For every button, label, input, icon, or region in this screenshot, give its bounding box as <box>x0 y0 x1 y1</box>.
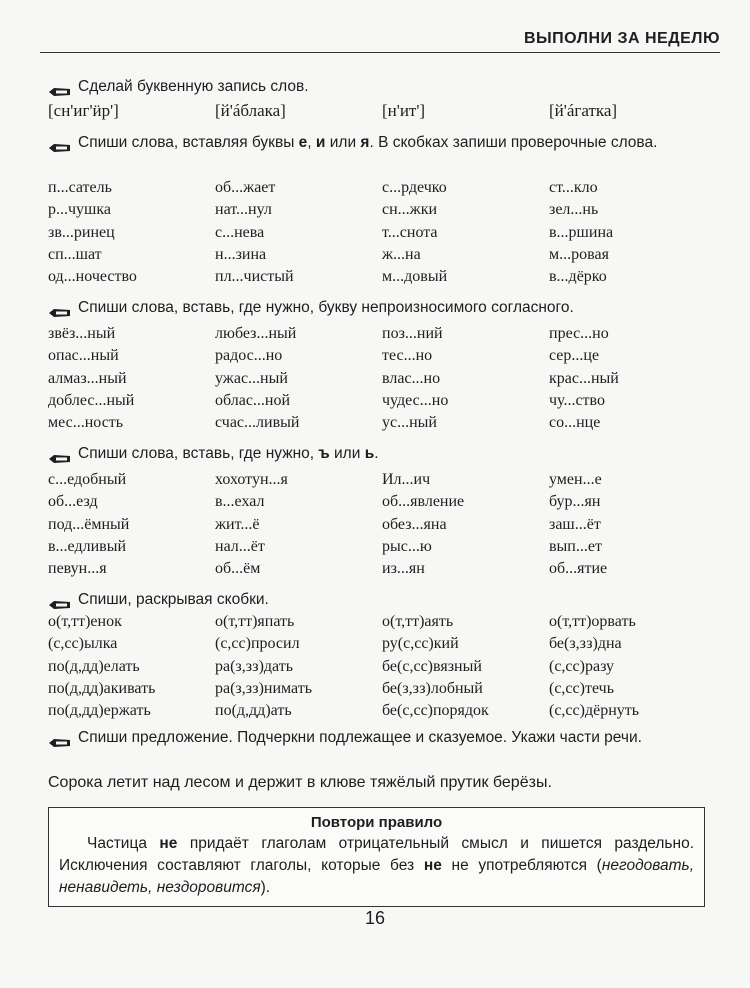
word-cell: зв...ринец <box>48 223 115 241</box>
word-cell: в...дёрко <box>549 268 607 286</box>
word-row <box>48 656 718 678</box>
word-cell: зел...нь <box>549 201 599 219</box>
word-cell: [сн'иг'ӥр'] <box>48 101 119 120</box>
word-cell: ра(з,зз)дать <box>215 657 294 675</box>
task-6-instruction: Спиши предложение. Подчеркни подлежащее и сказуемое. Укажи части речи. <box>48 727 718 748</box>
word-cell: рыс...ю <box>382 537 432 555</box>
task-2-words <box>48 177 718 288</box>
word-cell: обез...яна <box>382 515 447 533</box>
word-cell: об...ём <box>215 560 261 578</box>
task-3-instruction: Спиши слова, вставь, где нужно, букву непроизносимого согласного. <box>48 297 718 318</box>
task-4-instruction: Спиши слова, вставь, где нужно, ъ или ь. <box>48 443 718 464</box>
page-number: 16 <box>364 908 386 928</box>
word-cell: мес...ность <box>48 414 124 432</box>
word-cell: крас...ный <box>549 369 619 387</box>
word-cell: ужас...ный <box>215 369 288 387</box>
word-cell: бур...ян <box>549 493 601 511</box>
task-3-words <box>48 323 718 434</box>
word-cell: по(д,дд)елать <box>48 657 140 675</box>
word-cell: по(д,дд)ать <box>215 702 292 720</box>
word-cell: ж...на <box>382 245 421 263</box>
word-cell: по(д,дд)акивать <box>48 679 156 697</box>
word-cell: о(т,тт)аять <box>382 613 454 630</box>
word-row <box>48 678 718 700</box>
word-cell: м...ровая <box>549 245 609 263</box>
word-cell: (с,сс)просил <box>215 635 300 653</box>
pencil-icon <box>48 303 72 313</box>
page-header: ВЫПОЛНИ ЗА НЕДЕЛЮ <box>523 30 720 47</box>
word-cell: т...снота <box>382 223 438 241</box>
word-cell: н...зина <box>215 245 267 263</box>
task-4-words <box>48 469 718 580</box>
word-cell: од...ночество <box>48 268 137 286</box>
word-row <box>48 100 718 122</box>
word-cell: бе(з,зз)лобный <box>382 679 483 697</box>
pencil-icon <box>48 733 72 743</box>
word-row <box>48 611 718 633</box>
word-cell: любез...ный <box>215 325 297 342</box>
word-row <box>48 558 718 580</box>
word-row <box>48 514 718 536</box>
word-cell: об...явление <box>382 493 465 511</box>
word-cell: в...едливый <box>48 537 126 555</box>
word-cell: п...сатель <box>48 179 112 196</box>
word-row <box>48 266 718 288</box>
word-row <box>48 700 718 722</box>
word-cell: сп...шат <box>48 245 102 263</box>
word-row <box>48 491 718 513</box>
word-row <box>48 222 718 244</box>
pencil-icon <box>48 449 72 459</box>
word-cell: умен...е <box>549 471 602 488</box>
word-cell: сер...це <box>549 347 600 365</box>
word-cell: по(д,дд)ержать <box>48 702 151 720</box>
word-cell: Ил...ич <box>382 471 431 488</box>
word-cell: ст...кло <box>549 179 598 196</box>
word-row <box>48 412 718 434</box>
word-row <box>48 633 718 655</box>
word-cell: об...езд <box>48 493 98 511</box>
pencil-icon <box>48 82 72 92</box>
word-cell: влас...но <box>382 369 441 387</box>
word-cell: радос...но <box>215 347 283 365</box>
task-1-words <box>48 100 718 122</box>
word-cell: нал...ёт <box>215 537 265 555</box>
word-cell: (с,сс)дёрнуть <box>549 702 640 720</box>
word-cell: о(т,тт)енок <box>48 613 122 630</box>
task-1-instruction: Сделай буквенную запись слов. <box>48 76 718 97</box>
task-2-instruction: Спиши слова, вставляя буквы е, и или я. В скобках запиши проверочные слова. <box>48 132 718 153</box>
word-cell: поз...ний <box>382 325 443 342</box>
word-cell: прес...но <box>549 325 609 342</box>
word-cell: р...чушка <box>48 201 111 219</box>
word-row <box>48 368 718 390</box>
header-divider <box>40 52 720 53</box>
word-cell: [й'áблака] <box>215 101 286 120</box>
word-row <box>48 536 718 558</box>
word-row <box>48 390 718 412</box>
word-cell: облас...ной <box>215 391 291 409</box>
word-cell: жит...ё <box>215 515 260 533</box>
word-cell: алмаз...ный <box>48 369 127 387</box>
pencil-icon <box>48 138 72 148</box>
word-cell: с...нева <box>215 223 265 241</box>
word-cell: звёз...ный <box>48 325 116 342</box>
word-cell: ра(з,зз)нимать <box>215 679 313 697</box>
word-cell: певун...я <box>48 560 107 578</box>
word-cell: вып...ет <box>549 537 602 555</box>
rule-title: Повтори правило <box>310 814 443 831</box>
word-row <box>48 323 718 345</box>
word-cell: бе(з,зз)дна <box>549 635 622 653</box>
task-5-words <box>48 611 718 722</box>
word-row <box>48 177 718 199</box>
task-6-sentence: Сорока летит над лесом и держит в клюве тяжёлый прутик берёзы. <box>48 774 552 791</box>
word-row <box>48 244 718 266</box>
word-cell: о(т,тт)япать <box>215 613 295 630</box>
word-cell: пл...чистый <box>215 268 294 286</box>
task-5-instruction: Спиши, раскрывая скобки. <box>48 589 718 610</box>
word-cell: хохотун...я <box>215 471 288 488</box>
word-row <box>48 199 718 221</box>
word-cell: сн...жки <box>382 201 438 219</box>
word-cell: с...рдечко <box>382 179 447 196</box>
word-cell: бе(с,сс)порядок <box>382 702 489 720</box>
word-row <box>48 469 718 491</box>
word-cell: об...жает <box>215 179 276 196</box>
word-row <box>48 345 718 367</box>
word-cell: счас...ливый <box>215 414 300 432</box>
word-cell: тес...но <box>382 347 433 365</box>
word-cell: о(т,тт)орвать <box>549 613 636 630</box>
word-cell: бе(с,сс)вязный <box>382 657 482 675</box>
word-cell: [н'ит'] <box>382 101 426 120</box>
word-cell: (с,сс)течь <box>549 679 614 697</box>
word-cell: ру(с,сс)кий <box>382 635 459 653</box>
word-cell: об...ятие <box>549 560 608 578</box>
word-cell: из...ян <box>382 560 425 578</box>
word-cell: (с,сс)разу <box>549 657 615 675</box>
word-cell: опас...ный <box>48 347 119 365</box>
word-cell: чудес...но <box>382 391 449 409</box>
rule-text: Частица не придаёт глаголам отрицательный смысл и пишется раздельно. Исключения составляют глаголы, которые без не не употребляются (негодовать, ненавидеть, нездоровится). <box>59 835 694 896</box>
word-cell: м...довый <box>382 268 448 286</box>
word-cell: в...ршина <box>549 223 614 241</box>
word-cell: доблес...ный <box>48 391 135 409</box>
word-cell: нат...нул <box>215 201 272 219</box>
word-cell: в...ехал <box>215 493 265 511</box>
word-cell: под...ёмный <box>48 515 130 533</box>
pencil-icon <box>48 595 72 605</box>
word-cell: [й'áгатка] <box>549 101 618 120</box>
word-cell: чу...ство <box>549 391 605 409</box>
word-cell: ус...ный <box>382 414 437 432</box>
rule-box <box>48 807 705 907</box>
word-cell: (с,сс)ылка <box>48 635 118 653</box>
word-cell: с...едобный <box>48 471 127 488</box>
word-cell: заш...ёт <box>549 515 601 533</box>
word-cell: со...нце <box>549 414 601 432</box>
